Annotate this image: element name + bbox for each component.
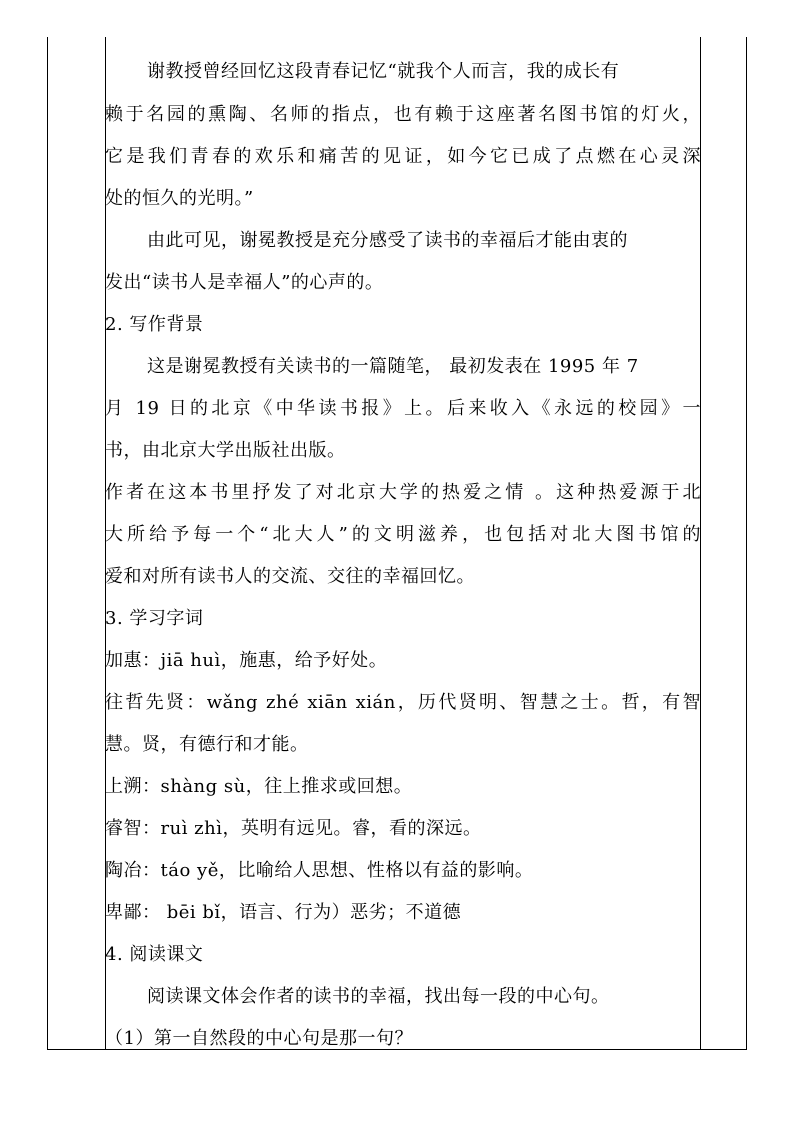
paragraph-line: 谢教授曾经回忆这段青春记忆“就我个人而言，我的成长有	[147, 61, 620, 82]
vocabulary-entry: 上溯：shàng sù，往上推求或回想。	[105, 776, 413, 797]
paragraph-line: 书，由北京大学出版社出版。	[105, 440, 346, 461]
paragraph-line: 处的恒久的光明。”	[105, 188, 254, 209]
question-line: （1）第一自然段的中心句是那一句？	[105, 1028, 413, 1049]
vocabulary-entry: 陶冶：táo yě，比喻给人思想、性格以有益的影响。	[105, 860, 534, 881]
paragraph-line: 这是谢冕教授有关读书的一篇随笔， 最初发表在 1995 年 7	[147, 356, 639, 377]
paragraph-line: 作者在这本书里抒发了对北京大学的热爱之情 。这种热爱源于北	[105, 482, 701, 503]
vocabulary-entry: 往哲先贤：wǎng zhé xiān xián，历代贤明、智慧之士。哲，有智	[105, 692, 701, 713]
section-heading-vocabulary: 3. 学习字词	[105, 608, 204, 629]
vocabulary-entry: 睿智：ruì zhì，英明有远见。睿，看的深远。	[105, 818, 482, 839]
paragraph-line: 爱和对所有读书人的交流、交往的幸福回忆。	[105, 566, 475, 587]
vocabulary-entry: 加惠：jiā huì，施惠，给予好处。	[105, 650, 388, 671]
section-heading-reading: 4. 阅读课文	[105, 944, 204, 965]
paragraph-line: 赖于名园的熏陶、名师的指点，也有赖于这座著名图书馆的灯火，	[105, 104, 701, 125]
vocabulary-entry: 卑鄙： bēi bǐ，语言、行为）恶劣；不道德	[105, 902, 462, 923]
paragraph-line: 大所给予每一个“北大人”的文明滋养，也包括对北大图书馆的	[105, 524, 701, 545]
paragraph-line: 它是我们青春的欢乐和痛苦的见证，如今它已成了点燃在心灵深	[105, 146, 701, 167]
section-heading-writing-background: 2. 写作背景	[105, 314, 204, 335]
paragraph-line: 月 19 日的北京《中华读书报》上。后来收入《永远的校园》一	[105, 398, 701, 419]
vocabulary-entry-continuation: 慧。贤，有德行和才能。	[105, 734, 309, 755]
paragraph-line: 阅读课文体会作者的读书的幸福，找出每一段的中心句。	[147, 986, 610, 1007]
paragraph-line: 发出“读书人是幸福人”的心声的。	[105, 272, 384, 293]
paragraph-line: 由此可见，谢冕教授是充分感受了读书的幸福后才能由衷的	[147, 230, 628, 251]
